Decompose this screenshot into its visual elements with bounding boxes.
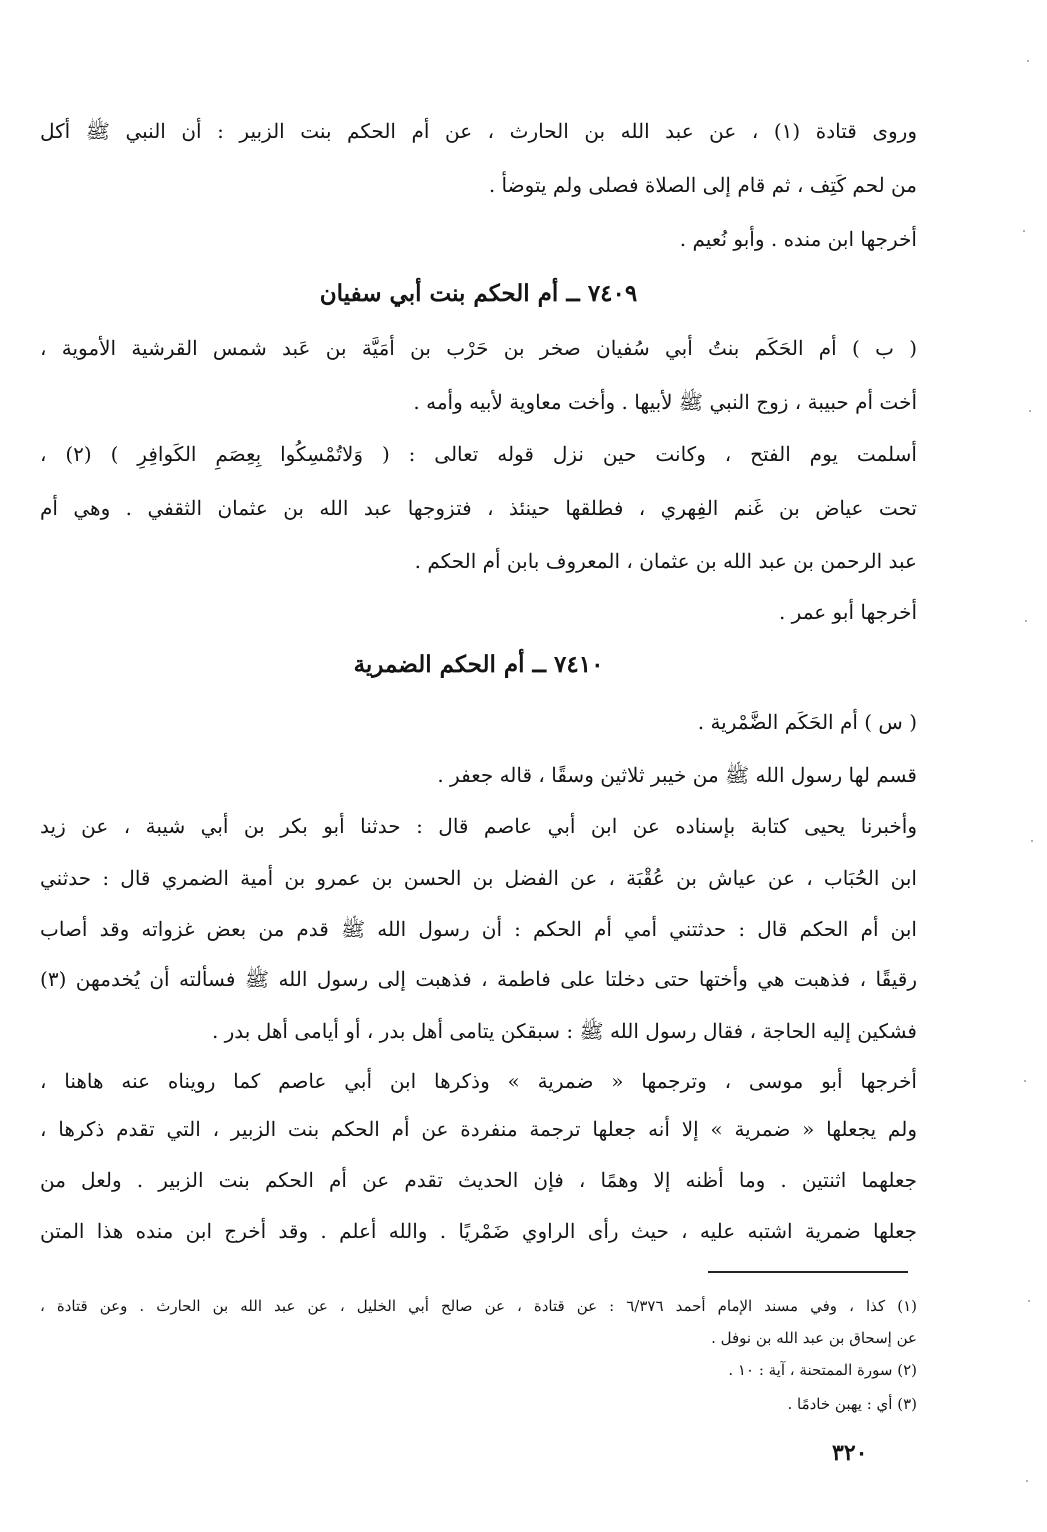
text-line: من لحم كَتِف ، ثم قام إلى الصلاة فصلى ولم يتوضأ . bbox=[488, 173, 917, 197]
entry-heading-7409: ٧٤٠٩ ــ أم الحكم بنت أبي سفيان bbox=[319, 280, 638, 307]
text-line: عبد الرحمن بن عبد الله بن عثمان ، المعروف بابن أم الحكم . bbox=[414, 549, 917, 573]
scan-speckles bbox=[987, 0, 1047, 1532]
text-line: ( س ) أم الحَكَم الضَّمْرية . bbox=[697, 710, 917, 734]
text-line: أخت أم حبيبة ، زوج النبي ﷺ لأبيها . وأخت معاوية لأبيه وأمه . bbox=[413, 390, 917, 414]
footnote-separator bbox=[708, 1271, 908, 1273]
footnote-line: عن إسحاق بن عبد الله بن نوفل . bbox=[711, 1329, 917, 1347]
text-line: أخرجها أبو عمر . bbox=[778, 600, 917, 624]
text-line: ابن أم الحكم قال : حدثتني أمي أم الحكم : أن رسول الله ﷺ قدم من بعض غزواته وقد أصاب bbox=[40, 917, 917, 941]
footnote-line: (٢) سورة الممتحنة ، آية : ١٠ . bbox=[728, 1361, 917, 1379]
text-line: رقيقًا ، فذهبت هي وأختها حتى دخلتا على فاطمة ، فذهبت إلى رسول الله ﷺ فسألته أن يُخدمهن (٣) bbox=[40, 967, 917, 991]
text-line: فشكين إليه الحاجة ، فقال رسول الله ﷺ : سبقكن يتامى أهل بدر ، أو أيامى أهل بدر . bbox=[211, 1019, 917, 1043]
text-line: أسلمت يوم الفتح ، وكانت حين نزل قوله تعالى : ( وَلاتُمْسِكُوا بِعِصَمِ الكَوافِرِ ) (٢) ، bbox=[40, 442, 917, 466]
text-line: ( ب ) أم الحَكَم بنتُ أبي سُفيان صخر بن حَرْب بن أمَيَّة بن عَبد شمس القرشية الأموية ، bbox=[40, 336, 917, 360]
entry-heading-7410: ٧٤١٠ ــ أم الحكم الضمرية bbox=[353, 651, 604, 678]
text-line: جعلها ضمرية اشتبه عليه ، حيث رأى الراوي ضَمْريًا . والله أعلم . وقد أخرج ابن منده هذا المتن bbox=[40, 1219, 917, 1243]
text-line: قسم لها رسول الله ﷺ من خيبر ثلاثين وسقًا ، قاله جعفر . bbox=[437, 763, 917, 787]
text-line: وروى قتادة (١) ، عن عبد الله بن الحارث ، عن أم الحكم بنت الزبير : أن النبي ﷺ أكل bbox=[40, 119, 917, 143]
text-line: تحت عياض بن غَنم الفِهري ، فطلقها حينئذ ، فتزوجها عبد الله بن عثمان الثقفي . وهي أم bbox=[40, 496, 917, 520]
text-line: أخرجها أبو موسى ، وترجمها « ضمرية » وذكرها ابن أبي عاصم كما رويناه عنه هاهنا ، bbox=[40, 1069, 917, 1093]
text-line: ولم يجعلها « ضمرية » إلا أنه جعلها ترجمة منفردة عن أم الحكم بنت الزبير ، التي تقدم ذكرها ، bbox=[40, 1117, 917, 1141]
text-line: وأخبرنا يحيى كتابة بإسناده عن ابن أبي عاصم قال : حدثنا أبو بكر بن أبي شيبة ، عن زيد bbox=[40, 814, 917, 838]
text-line: ابن الحُبَاب ، عن عياش بن عُقْبَة ، عن الفضل بن الحسن بن عمرو بن أمية الضمري قال : حدثني bbox=[40, 866, 917, 890]
page-number: ٣٢٠ bbox=[832, 1440, 868, 1466]
footnote-line: (١) كذا ، وفي مسند الإمام أحمد ٦/٣٧٦ : عن قتادة ، عن صالح أبي الخليل ، عن عبد الله بن الحارث . وعن قتادة ، bbox=[40, 1297, 917, 1315]
footnote-line: (٣) أي : يهبن خادمًا . bbox=[787, 1395, 917, 1413]
text-line: جعلهما اثنتين . وما أظنه إلا وهمًا ، فإن الحديث تقدم عن أم الحكم بنت الزبير . ولعل من bbox=[40, 1168, 917, 1192]
text-line: أخرجها ابن منده . وأبو نُعيم . bbox=[679, 227, 917, 251]
